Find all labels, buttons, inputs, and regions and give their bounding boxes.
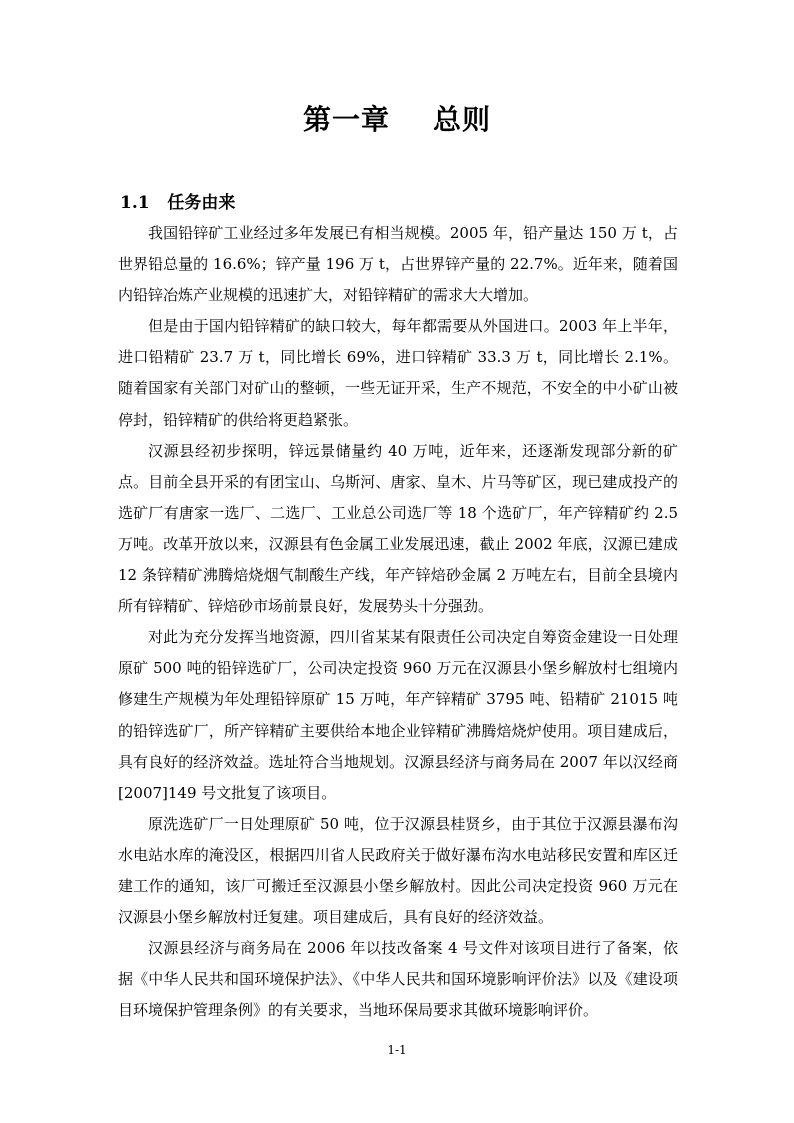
paragraph: 对此为充分发挥当地资源，四川省某某有限责任公司决定自筹资金建设一日处理原矿 500 吨的铅锌选矿厂，公司决定投资 960 万元在汉源县小堡乡解放村七组境内修建生产规模为年处理铅锌原矿 15 万吨，年产锌精矿 3795 吨、铅精矿 21015 吨的铅锌选矿厂，所产锌精矿主要供给本地企业锌精矿沸腾焙烧炉使用。项目建成后，具有良好的经济效益。选址符合当地规划。汉源县经济与商务局在 2007 年以汉经商[2007]149 号文批复了该项目。	[118, 628, 678, 802]
page-number: 1-1	[387, 1043, 407, 1057]
paragraph: 但是由于国内铅锌精矿的缺口较大，每年都需要从外国进口。2003 年上半年，进口铅精矿 23.7 万 t，同比增长 69%，进口锌精矿 33.3 万 t，同比增长 2.1%。随着国家有关部门对矿山的整顿，一些无证开采，生产不规范，不安全的中小矿山被停封，铅锌精矿的供给将更趋紧张。	[118, 317, 678, 429]
paragraph: 我国铅锌矿工业经过多年发展已有相当规模。2005 年，铅产量达 150 万 t，占世界铅总量的 16.6%；锌产量 196 万 t，占世界锌产量的 22.7%。近年来，随着国内铅锌冶炼产业规模的迅速扩大，对铅锌精矿的需求大大增加。	[118, 224, 678, 305]
paragraph: 原洗选矿厂一日处理原矿 50 吨，位于汉源县桂贤乡，由于其位于汉源县瀑布沟水电站水库的淹没区，根据四川省人民政府关于做好瀑布沟水电站移民安置和库区迁建工作的通知，该厂可搬迁至汉源县小堡乡解放村。因此公司决定投资 960 万元在汉源县小堡乡解放村迁复建。项目建成后，具有良好的经济效益。	[118, 814, 678, 927]
body-text	[118, 218, 678, 1026]
paragraph: 汉源县经济与商务局在 2006 年以技改备案 4 号文件对该项目进行了备案，依据《中华人民共和国环境保护法》、《中华人民共和国环境影响评价法》以及《建设项目环境保护管理条例》的有关要求，当地环保局要求其做环境影响评价。	[118, 939, 678, 1020]
section-heading: 1.1 任务由来	[120, 193, 236, 213]
paragraph: 汉源县经初步探明，锌远景储量约 40 万吨，近年来，还逐渐发现部分新的矿点。目前全县开采的有团宝山、乌斯河、唐家、皇木、片马等矿区，现已建成投产的选矿厂有唐家一选厂、二选厂、工业总公司选厂等 18 个选矿厂，年产锌精矿约 2.5 万吨。改革开放以来，汉源县有色金属工业发展迅速，截止 2002 年底，汉源已建成 12 条锌精矿沸腾焙烧烟气制酸生产线，年产锌焙砂金属 2 万吨左右，目前全县境内所有锌精矿、锌焙砂市场前景良好，发展势头十分强劲。	[118, 441, 678, 616]
chapter-title: 第一章 总则	[303, 103, 491, 136]
